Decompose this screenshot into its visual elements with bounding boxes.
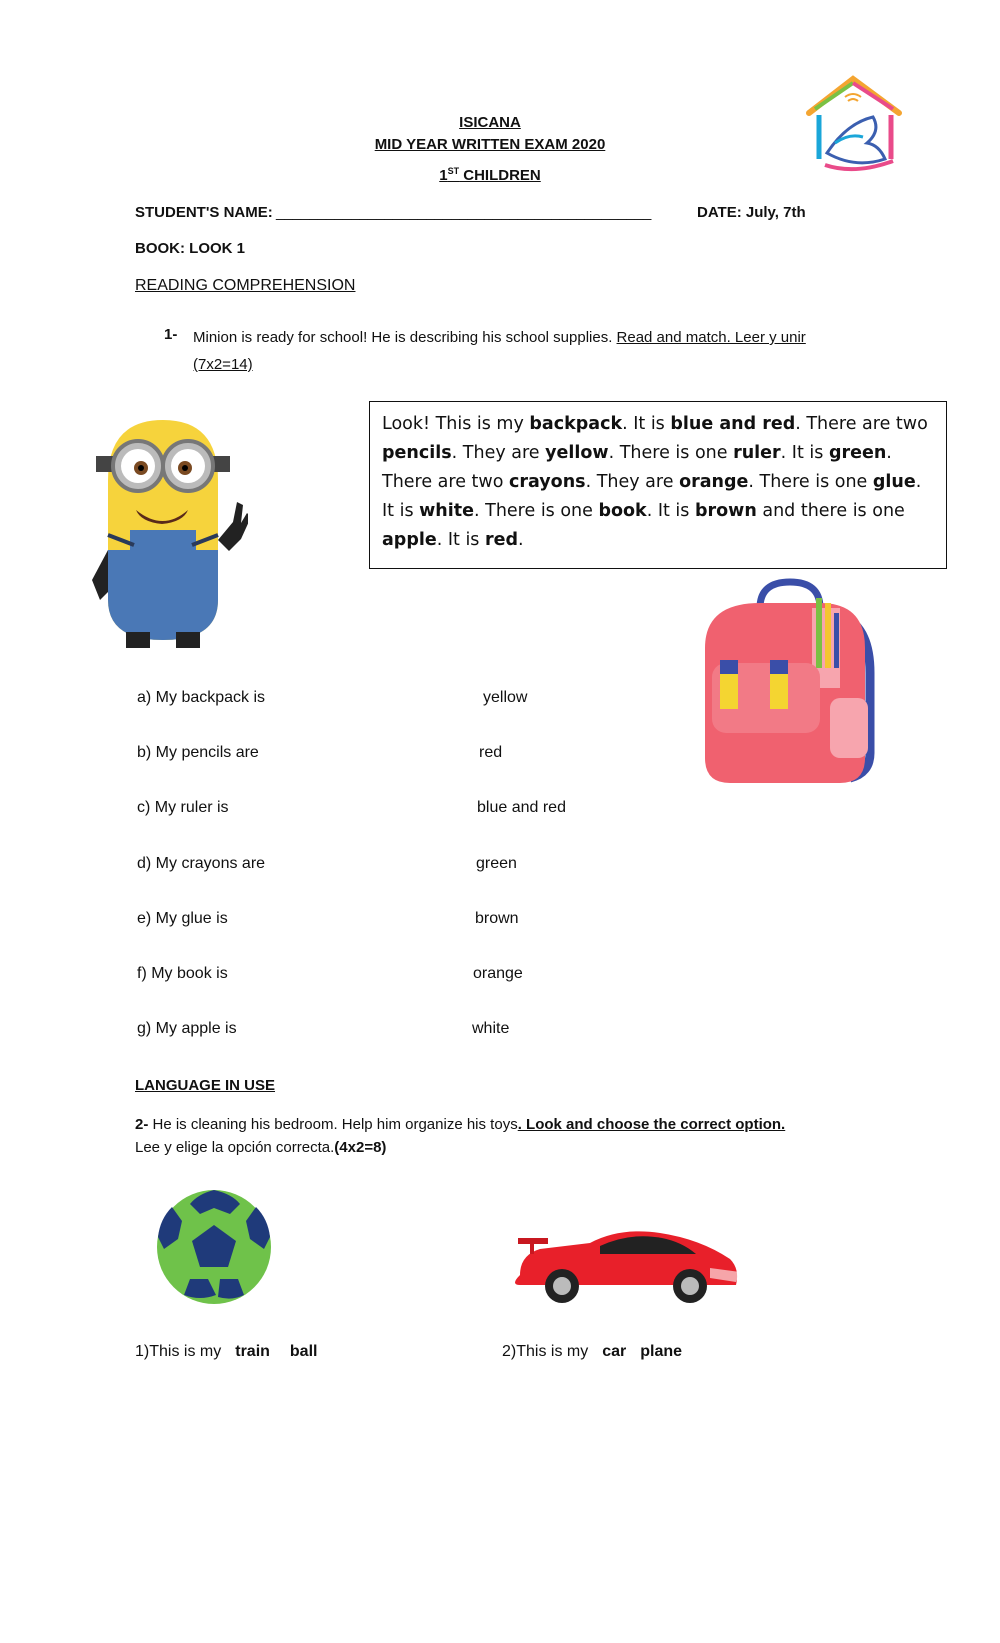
item-2-option-plane[interactable]: plane — [640, 1343, 683, 1360]
match-right-2: red — [479, 744, 503, 761]
passage-text: Look! This is my — [382, 414, 530, 434]
minion-illustration — [78, 410, 248, 670]
question-2-text — [135, 1113, 955, 1159]
match-left-d: d) My crayons are — [137, 855, 266, 872]
student-name-label: STUDENT'S NAME: — [135, 204, 273, 221]
passage-text: . There are two — [382, 443, 892, 492]
date-label: DATE: July, 7th — [697, 204, 806, 221]
question-1-instruction: Read and match. Leer y unir (7x2=14) — [193, 329, 806, 373]
passage-keyword: apple — [382, 530, 437, 550]
question-2-spanish: Lee y elige la opción correcta. — [135, 1139, 335, 1156]
item-2-option-car[interactable]: car — [602, 1343, 627, 1360]
question-2-item-2 — [502, 1343, 682, 1361]
passage-keyword: pencils — [382, 443, 452, 463]
passage-text: . It is — [646, 501, 695, 521]
match-left-e: e) My glue is — [137, 910, 228, 927]
item-1-prefix: 1)This is my — [135, 1343, 222, 1360]
passage-keyword: backpack — [529, 414, 623, 434]
passage-text: . There are two — [795, 414, 928, 434]
backpack-illustration — [690, 578, 900, 793]
match-left-c: c) My ruler is — [137, 799, 229, 816]
match-left-g: g) My apple is — [137, 1020, 237, 1037]
passage-text: . It is — [622, 414, 671, 434]
school-title: ISICANA — [459, 114, 521, 131]
item-1-option-train[interactable]: train — [235, 1343, 270, 1360]
passage-text: . It is — [436, 530, 485, 550]
passage-text: . There is one — [748, 472, 873, 492]
passage-keyword: yellow — [545, 443, 609, 463]
passage-keyword: crayons — [509, 472, 586, 492]
grade-title — [0, 166, 980, 184]
student-name-line[interactable]: _____________________________________________ — [276, 204, 652, 221]
match-left-a: a) My backpack is — [137, 689, 266, 706]
passage-keyword: glue — [872, 472, 916, 492]
passage-keyword: ruler — [733, 443, 781, 463]
language-section-title: LANGUAGE IN USE — [135, 1077, 276, 1094]
passage-text: . It is — [382, 472, 922, 521]
match-right-3: blue and red — [477, 799, 566, 816]
reading-section-title: READING COMPREHENSION — [135, 277, 356, 294]
passage-text: . — [518, 530, 524, 550]
soccer-ball-illustration — [154, 1187, 274, 1307]
passage-keyword: green — [828, 443, 887, 463]
grade-rest: CHILDREN — [459, 167, 541, 184]
grade-number: 1 — [439, 167, 448, 184]
passage-text: . There is one — [608, 443, 734, 463]
passage-keyword: brown — [694, 501, 757, 521]
reading-passage — [369, 401, 947, 569]
exam-title: MID YEAR WRITTEN EXAM 2020 — [374, 136, 606, 153]
question-2-item-1 — [135, 1343, 317, 1361]
item-1-option-ball[interactable]: ball — [289, 1343, 318, 1360]
match-right-5: brown — [475, 910, 519, 927]
question-1-number: 1- — [164, 326, 178, 343]
toy-car-illustration — [510, 1220, 750, 1310]
passage-keyword: blue and red — [670, 414, 796, 434]
question-1-text — [193, 324, 833, 378]
passage-keyword: red — [485, 530, 519, 550]
passage-keyword: white — [419, 501, 474, 521]
question-1-description: Minion is ready for school! He is describing his school supplies. — [193, 329, 617, 346]
match-right-4: green — [476, 855, 517, 872]
question-2-number: 2- — [135, 1116, 149, 1133]
match-left-b: b) My pencils are — [137, 744, 259, 761]
grade-superscript: ST — [447, 166, 460, 176]
book-label: BOOK: LOOK 1 — [135, 240, 246, 257]
match-right-6: orange — [473, 965, 523, 982]
passage-text: . They are — [585, 472, 680, 492]
passage-keyword: book — [598, 501, 647, 521]
match-right-7: white — [472, 1020, 510, 1037]
passage-text: and there is one — [756, 501, 905, 521]
passage-text: . It is — [780, 443, 829, 463]
passage-text: . There is one — [474, 501, 599, 521]
match-right-1: yellow — [483, 689, 528, 706]
passage-text: . They are — [451, 443, 546, 463]
question-2-points: (4x2=8) — [334, 1139, 387, 1156]
passage-keyword: orange — [679, 472, 749, 492]
question-2-instruction: . Look and choose the correct option. — [517, 1116, 786, 1133]
item-2-prefix: 2)This is my — [502, 1343, 589, 1360]
match-left-f: f) My book is — [137, 965, 228, 982]
question-2-description: He is cleaning his bedroom. Help him organize his toys — [148, 1116, 518, 1133]
